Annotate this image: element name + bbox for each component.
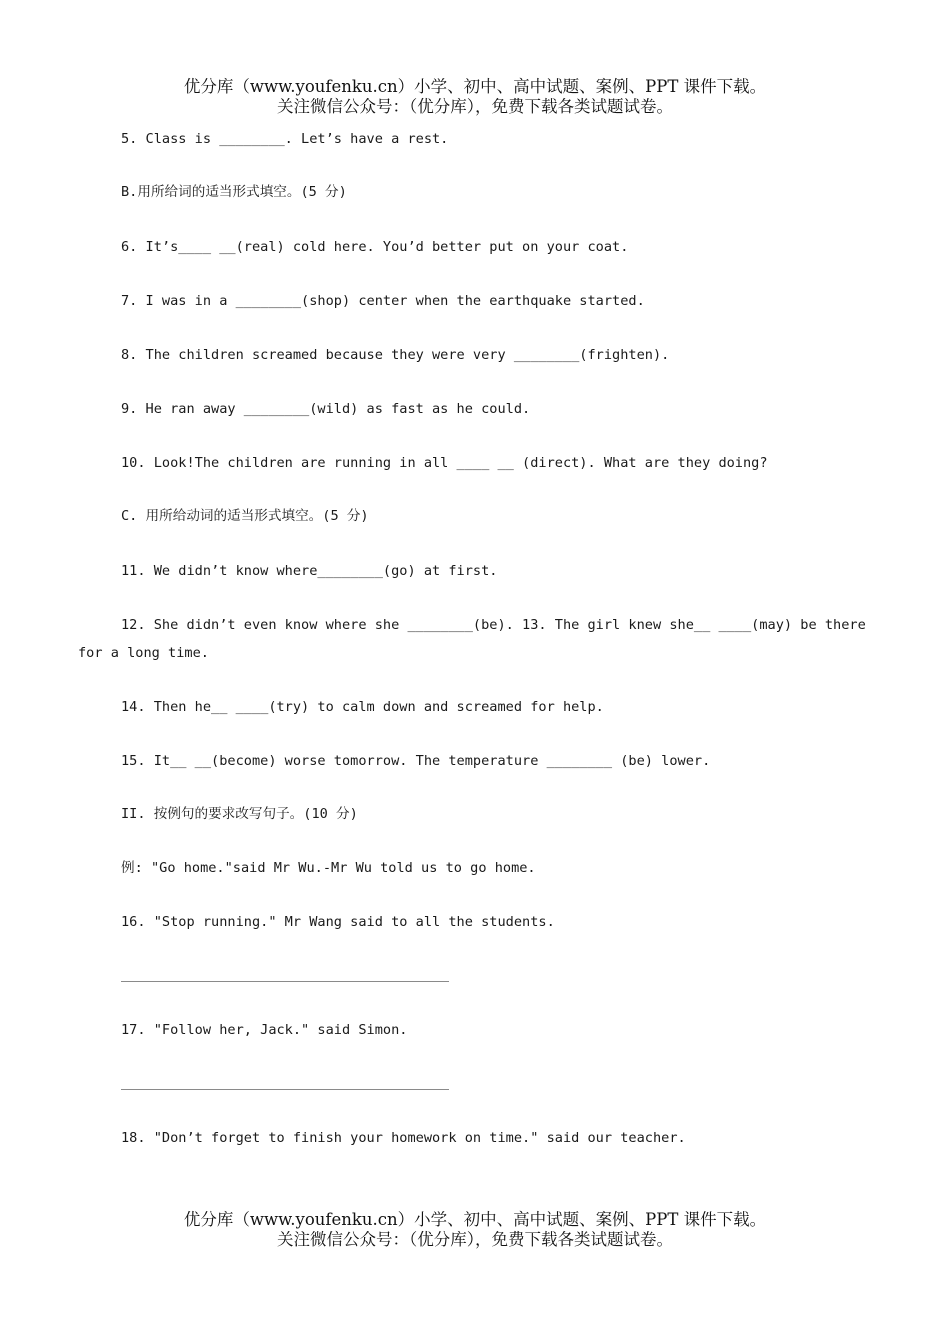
- question-16: 16. "Stop running." Mr Wang said to all the students.: [121, 914, 555, 930]
- section-b-heading: B.用所给词的适当形式填空。(5 分): [121, 184, 347, 200]
- question-12-13-continuation: for a long time.: [78, 645, 209, 661]
- section-c-heading: C. 用所给动词的适当形式填空。(5 分): [121, 508, 369, 524]
- answer-line-17: [121, 1089, 449, 1090]
- footer-line-1: 优分库（www.youfenku.cn）小学、初中、高中试题、案例、PPT 课件下载。: [183, 1210, 767, 1229]
- question-14: 14. Then he__ ____(try) to calm down and screamed for help.: [121, 699, 604, 715]
- question-9: 9. He ran away ________(wild) as fast as he could.: [121, 401, 531, 417]
- question-17: 17. "Follow her, Jack." said Simon.: [121, 1022, 408, 1038]
- question-12-13: 12. She didn’t even know where she ________(be). 13. The girl knew she__ ____(may) be there: [121, 617, 866, 633]
- answer-line-16: [121, 981, 449, 982]
- page-header: [0, 77, 950, 117]
- example-sentence: 例: "Go home."said Mr Wu.-Mr Wu told us to go home.: [121, 860, 536, 876]
- question-8: 8. The children screamed because they were very ________(frighten).: [121, 347, 670, 363]
- question-6: 6. It’s____ __(real) cold here. You’d better put on your coat.: [121, 239, 629, 255]
- question-15: 15. It__ __(become) worse tomorrow. The temperature ________ (be) lower.: [121, 753, 711, 769]
- question-10: 10. Look!The children are running in all ____ __ (direct). What are they doing?: [121, 455, 768, 471]
- header-line-1: 优分库（www.youfenku.cn）小学、初中、高中试题、案例、PPT 课件下载。: [183, 77, 767, 96]
- question-18: 18. "Don’t forget to finish your homework on time." said our teacher.: [121, 1130, 686, 1146]
- section-ii-heading: II. 按例句的要求改写句子。(10 分): [121, 806, 358, 822]
- page-footer: [0, 1210, 950, 1250]
- footer-line-2: 关注微信公众号：（优分库），免费下载各类试题试卷。: [277, 1230, 673, 1249]
- question-11: 11. We didn’t know where________(go) at first.: [121, 563, 498, 579]
- question-5: 5. Class is ________. Let’s have a rest.: [121, 131, 449, 147]
- question-7: 7. I was in a ________(shop) center when the earthquake started.: [121, 293, 645, 309]
- header-line-2: 关注微信公众号：（优分库），免费下载各类试题试卷。: [277, 97, 673, 116]
